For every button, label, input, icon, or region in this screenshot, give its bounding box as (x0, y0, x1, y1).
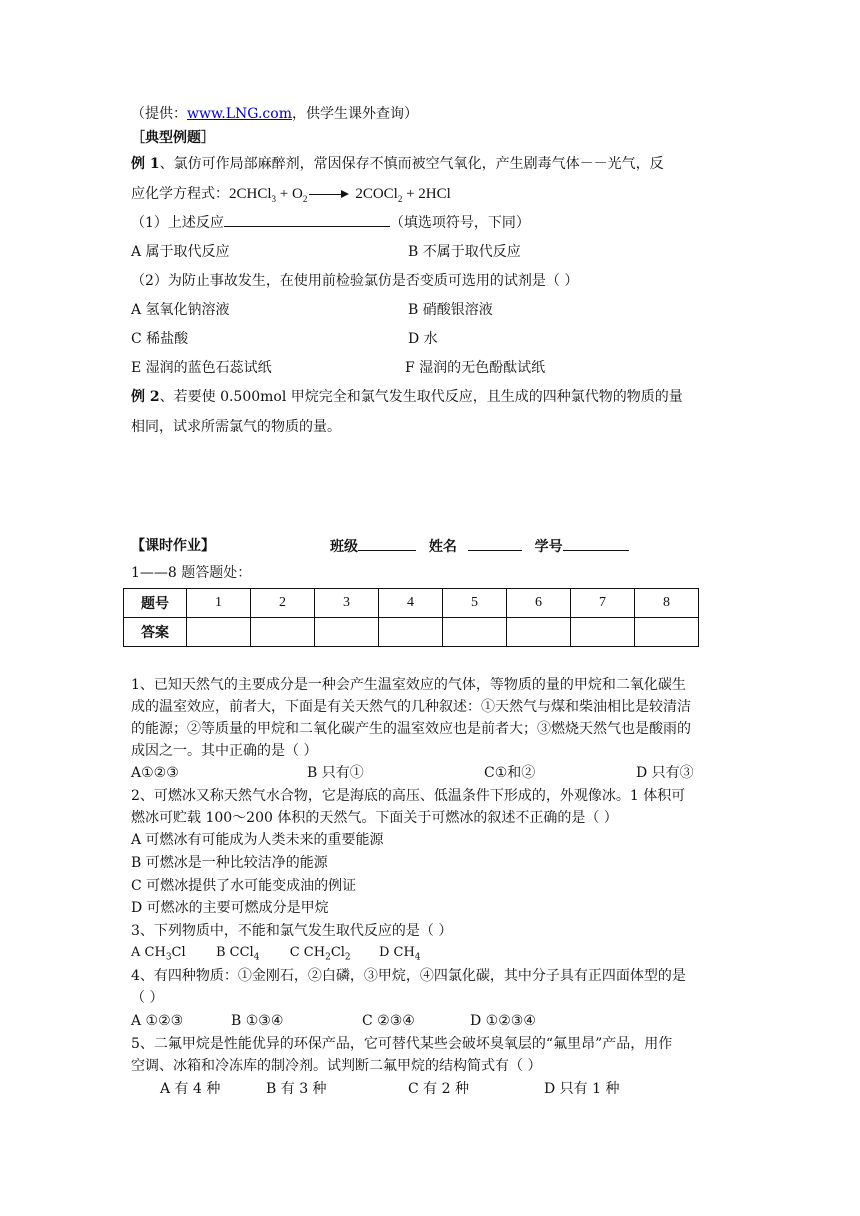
homework-title: 【课时作业】 (131, 538, 215, 554)
ex1-q2-option-f: F 湿润的无色酚酞试纸 (405, 360, 546, 376)
table-number: 2 (251, 589, 315, 618)
q3-option-a: A $CH_3Cl$ (131, 945, 186, 963)
q1-option-b: B 只有① (307, 765, 364, 781)
q3-option-d: D $CH_4$ (378, 945, 421, 963)
q5-option-b: B 有 3 种 (266, 1081, 327, 1097)
ex1-label: 例 1 (131, 156, 160, 172)
q2-option-d: D 可燃冰的主要可燃成分是甲烷 (131, 900, 329, 916)
intro-suffix: ，供学生课外查询） (291, 106, 418, 122)
q3-options (131, 943, 421, 963)
ex1-q2-option-e: E 湿润的蓝色石蕊试纸 (131, 360, 272, 376)
q4-line2: （ ） (131, 990, 164, 1006)
ex1-text1: 、氯仿可作局部麻醉剂，常因保存不慎而被空气氧化，产生剧毒气体－－光气，反 (159, 156, 664, 172)
ex1-q2-option-a: A 氢氧化钠溶液 (131, 302, 230, 318)
answer-cell[interactable] (379, 618, 443, 647)
intro-line (131, 104, 418, 124)
equation: 2CHCl$_3$ + $O_2$ 2COCl$_2$ + 2HCl (229, 186, 451, 204)
q1-option-c: C①和② (484, 765, 536, 781)
q2-option-a: A 可燃冰有可能成为人类未来的重要能源 (131, 832, 384, 848)
q3-line1: 3、下列物质中，不能和氯气发生取代反应的是（ ） (131, 923, 453, 939)
section-title: ［典型例题］ (131, 130, 215, 146)
ex1-q1-blank[interactable] (224, 212, 390, 227)
ex1-q2-option-b: B 硝酸银溶液 (408, 302, 493, 318)
q5-option-c: C 有 2 种 (408, 1081, 469, 1097)
ex2-line2: 相同，试求所需氯气的物质的量。 (131, 419, 341, 435)
ex2-line1: 例 2、若要使 0.500mol 甲烷完全和氯气发生取代反应，且生成的四种氯代物的物质的量 (131, 389, 683, 405)
ex1-text2: 应化学方程式： (131, 186, 229, 202)
ex1-q2-option-d: D 水 (408, 331, 438, 347)
q5-option-d: D 只有 1 种 (544, 1081, 620, 1097)
id-blank[interactable] (563, 536, 629, 551)
table-row (124, 589, 699, 618)
q2-line2: 燃冰可贮载 100～200 体积的天然气。下面关于可燃冰的叙述不正确的是（ ） (131, 810, 618, 826)
q4-option-d: D ①②③④ (470, 1013, 536, 1029)
q4-line1: 4、有四种物质：①金刚石，②白磷，③甲烷，④四氯化碳，其中分子具有正四面体型的是 (131, 968, 686, 984)
table-number: 1 (187, 589, 251, 618)
q1-option-d: D 只有③ (636, 765, 694, 781)
name-blank[interactable] (468, 536, 522, 551)
q3-option-b: B CCl$_4$ (215, 945, 260, 963)
answer-cell[interactable] (635, 618, 699, 647)
ex1-line1 (131, 154, 664, 174)
table-number: 8 (635, 589, 699, 618)
ex1-line2 (131, 184, 451, 204)
homework-fields: 班级 姓名 学号 (330, 536, 629, 557)
table-number: 4 (379, 589, 443, 618)
intro-prefix: （提供： (131, 106, 187, 122)
ex1-q2: （2）为防止事故发生，在使用前检验氯仿是否变质可选用的试剂是（ ） (131, 273, 579, 289)
q1-line1: 1、已知天然气的主要成分是一种会产生温室效应的气体，等物质的量的甲烷和二氧化碳生 (131, 677, 686, 693)
table-number: 5 (443, 589, 507, 618)
table-number: 3 (315, 589, 379, 618)
ex1-q1-option-b: B 不属于取代反应 (408, 244, 521, 260)
class-blank[interactable] (358, 536, 416, 551)
table-answer-label: 答案 (124, 618, 187, 647)
q2-option-c: C 可燃冰提供了水可能变成油的例证 (131, 878, 357, 894)
table-number: 6 (507, 589, 571, 618)
answer-note: 1——8 题答题处： (131, 565, 252, 581)
q2-option-b: B 可燃冰是一种比较洁净的能源 (131, 855, 328, 871)
q4-option-c: C ②③④ (362, 1013, 415, 1029)
table-header-label: 题号 (124, 589, 187, 618)
q5-option-a: A 有 4 种 (160, 1081, 221, 1097)
answer-cell[interactable] (443, 618, 507, 647)
table-row (124, 618, 699, 647)
q1-option-a: A①②③ (131, 765, 179, 781)
answer-cell[interactable] (315, 618, 379, 647)
answer-table (123, 588, 699, 647)
ex2-label: 例 2 (131, 389, 160, 405)
table-number: 7 (571, 589, 635, 618)
q4-option-a: A ①②③ (131, 1013, 184, 1029)
ex1-q2-option-c: C 稀盐酸 (131, 331, 189, 347)
answer-cell[interactable] (507, 618, 571, 647)
q5-line2: 空调、冰箱和冷冻库的制冷剂。试判断二氟甲烷的结构简式有（ ） (131, 1058, 542, 1074)
q1-line4: 成因之一。其中正确的是（ ） (131, 743, 318, 759)
answer-cell[interactable] (187, 618, 251, 647)
q2-line1: 2、可燃冰又称天然气水合物，它是海底的高压、低温条件下形成的，外观像冰。1 体积可 (131, 788, 686, 804)
ex1-q1-option-a: A 属于取代反应 (131, 244, 230, 260)
ex1-q1: （1）上述反应 （填选项符号，下同） (131, 212, 530, 233)
q1-line2: 成的温室效应，前者大，下面是有关天然气的几种叙述：①天然气与煤和柴油相比是较清洁 (131, 699, 691, 715)
q3-option-c: C $CH_2Cl_2$ (289, 945, 351, 963)
q4-option-b: B ①③④ (231, 1013, 284, 1029)
q5-line1: 5、二氟甲烷是性能优异的环保产品，它可替代某些会破坏臭氧层的“氟里昂”产品，用作 (131, 1036, 673, 1052)
arrow-icon (309, 190, 349, 200)
answer-cell[interactable] (251, 618, 315, 647)
answer-cell[interactable] (571, 618, 635, 647)
intro-link[interactable]: www.LNG.com (187, 106, 292, 122)
q1-line3: 的能源；②等质量的甲烷和二氧化碳产生的温室效应也是前者大；③燃烧天然气也是酸雨的 (131, 721, 691, 737)
